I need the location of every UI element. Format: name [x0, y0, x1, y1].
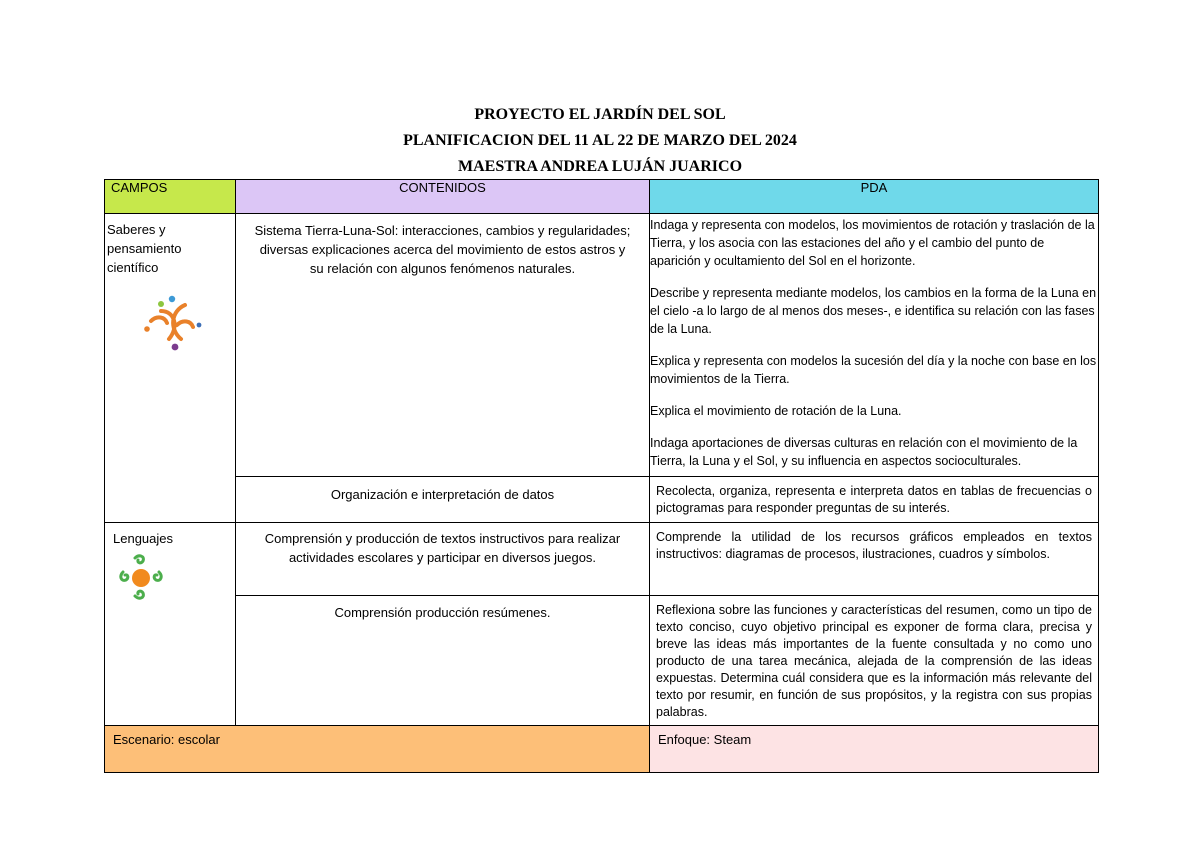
- campo-lenguajes: [105, 523, 236, 726]
- planning-dates: PLANIFICACION DEL 11 AL 22 DE MARZO DEL 2024: [403, 132, 797, 149]
- table-row: [105, 596, 1099, 726]
- pda-resumenes: Reflexiona sobre las funciones y características del resumen, como un tipo de texto conciso, cuyo objetivo principal es exponer de forma clara, precisa y breve las ideas más importantes de la fuente consultada y no como uno producto de una tarea mecánica, alejada de la comprensión de las ideas expuestas. Determina cuál considera que es la información más relevante del texto por resumir, en función de sus propósitos, y la registra con sus propias palabras.: [650, 596, 1099, 726]
- campo-lenguajes-label: Lenguajes: [113, 531, 173, 546]
- contenido-textos-instructivos: Comprensión y producción de textos instructivos para realizar actividades escolares y participar en diversos juegos.: [236, 523, 650, 596]
- campo-saberes: [105, 214, 236, 523]
- table-header-row: [105, 180, 1099, 214]
- contenido-sistema-tierra-luna-sol: Sistema Tierra-Luna-Sol: interacciones, cambios y regularidades; diversas explicaciones acerca del movimiento de estos astros y su relación con algunos fenómenos naturales.: [236, 214, 650, 477]
- contenido-resumenes: Comprensión producción resúmenes.: [236, 596, 650, 726]
- pda-item: Explica y representa con modelos la sucesión del día y la noche con base en los movimientos de la Tierra.: [650, 354, 1097, 386]
- pda-item: Describe y representa mediante modelos, los cambios en la forma de la Luna en el cielo -a lo largo de al menos dos meses-, e identifica su relación con las fases de la Luna.: [650, 286, 1097, 336]
- header-contenidos: CONTENIDOS: [236, 180, 650, 214]
- pda-organizacion-datos: Recolecta, organiza, representa e interpreta datos en tablas de frecuencias o pictogramas para responder preguntas de su interés.: [650, 477, 1099, 523]
- pda-item: Indaga y representa con modelos, los movimientos de rotación y traslación de la Tierra, y los asocia con las estaciones del año y el cambio del punto de aparición y ocultamiento del Sol en el horizonte.: [650, 218, 1095, 268]
- contenido-organizacion-datos: Organización e interpretación de datos: [236, 477, 650, 523]
- table-row: [105, 523, 1099, 596]
- pda-textos-instructivos: Comprende la utilidad de los recursos gráficos empleados en textos instructivos: diagramas de procesos, ilustraciones, cuadros y símbolos.: [650, 523, 1099, 596]
- pda-list-saberes: [650, 214, 1099, 477]
- campo-saberes-label: Saberes y pensamiento científico: [107, 222, 182, 275]
- table-row: [105, 214, 1099, 477]
- project-title: PROYECTO EL JARDÍN DEL SOL: [474, 106, 726, 123]
- pda-item: Explica el movimiento de rotación de la Luna.: [650, 404, 902, 418]
- pda-item: Indaga aportaciones de diversas culturas en relación con el movimiento de la Tierra, la Luna y el Sol, y su influencia en aspectos socioculturales.: [650, 436, 1078, 468]
- header-campos: CAMPOS: [105, 180, 236, 214]
- document-header: [0, 102, 1200, 180]
- saberes-icon: [107, 291, 233, 360]
- escenario: Escenario: escolar: [105, 726, 650, 773]
- planning-table: [104, 179, 1099, 773]
- table-footer-row: [105, 726, 1099, 773]
- table-row: [105, 477, 1099, 523]
- teacher-name: MAESTRA ANDREA LUJÁN JUARICO: [457, 158, 743, 175]
- header-pda: PDA: [650, 180, 1099, 214]
- enfoque: Enfoque: Steam: [650, 726, 1099, 773]
- lenguajes-icon: [113, 550, 233, 611]
